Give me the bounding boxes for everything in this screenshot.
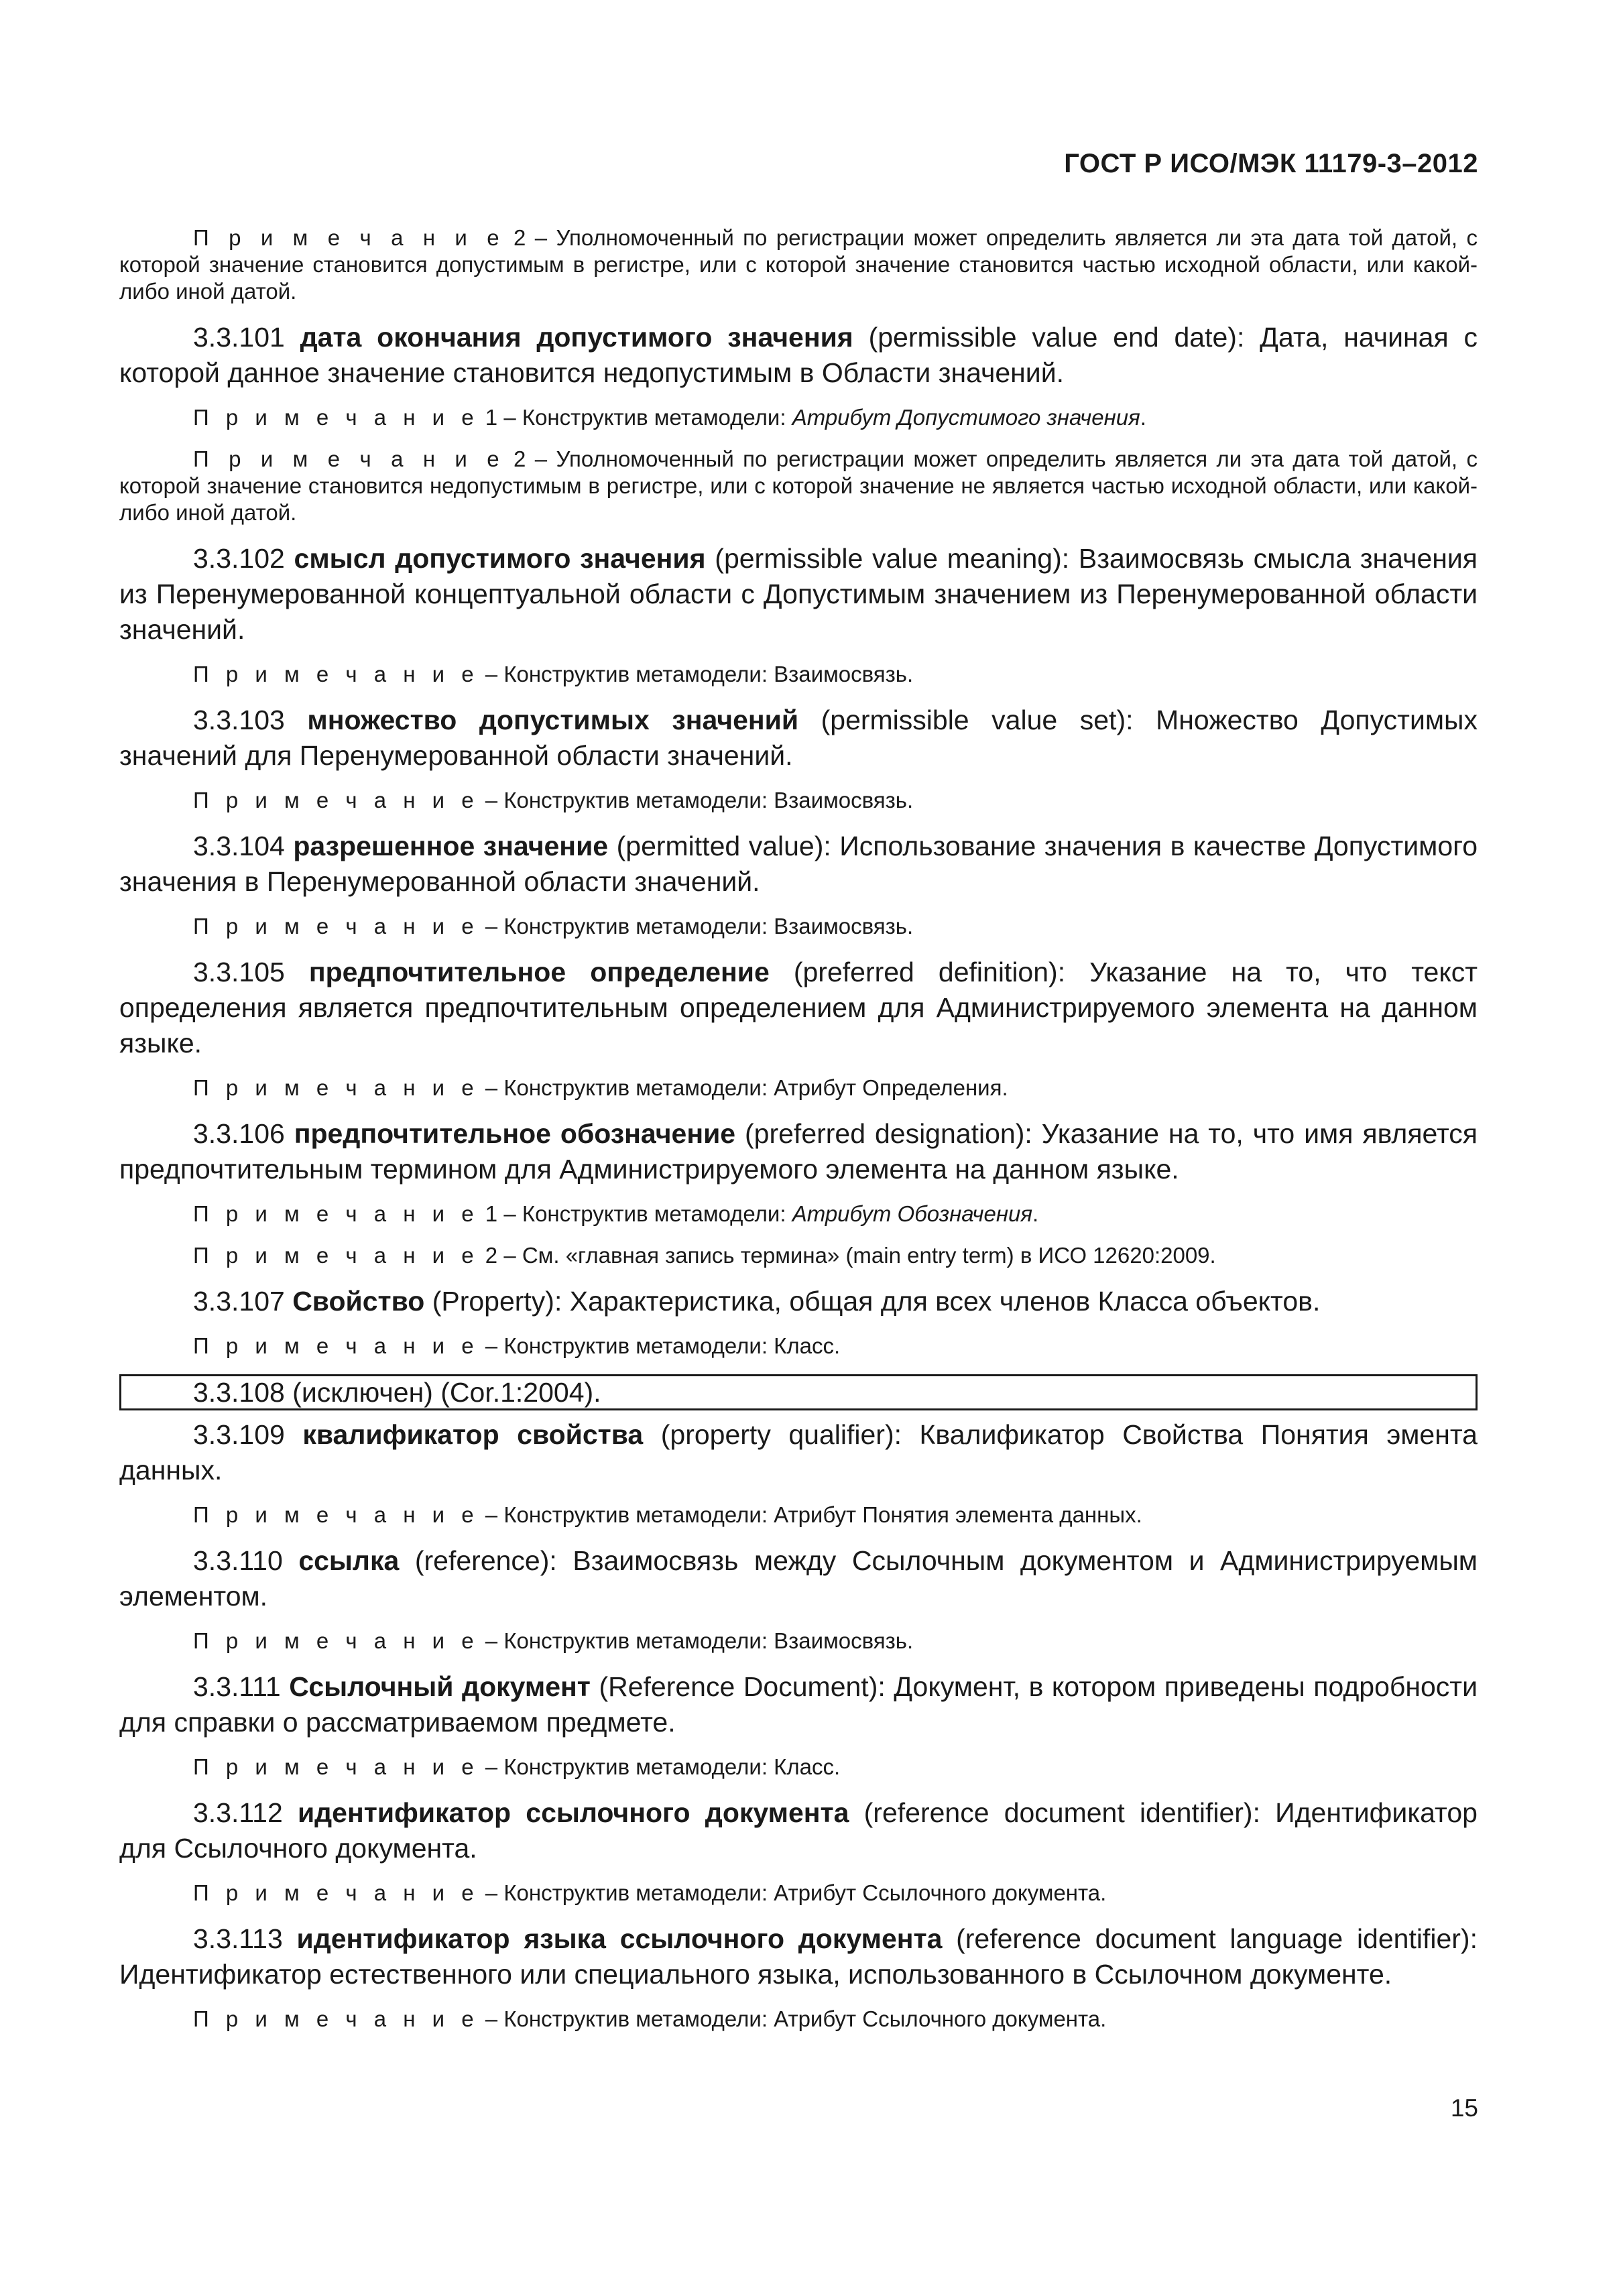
note-entry: [119, 1333, 1478, 1360]
note-label: П р и м е ч а н и е: [193, 1502, 479, 1527]
term-definition: (preferred definition): Указание на то, что текст определения является предпочтительным определением для Администрируемого элемента на данном языке.: [119, 957, 1478, 1059]
term-entry: [119, 955, 1478, 1061]
note-number: 2: [504, 225, 526, 250]
term-entry: [119, 541, 1478, 648]
term-number: 3.3.113: [193, 1923, 297, 1954]
term-number: 3.3.104: [193, 831, 294, 861]
note-label: П р и м е ч а н и е: [193, 1075, 479, 1100]
note-label: П р и м е ч а н и е: [193, 1628, 479, 1653]
term-entry: [119, 1417, 1478, 1488]
excluded-term-box: [119, 1374, 1478, 1410]
note-number: 2: [504, 446, 526, 471]
note-text: – Конструктив метамодели: Взаимосвязь.: [479, 788, 914, 812]
note-text: – Конструктив метамодели: Взаимосвязь.: [479, 914, 914, 939]
term-definition: (Reference Document): Документ, в котором приведены подробности для справки о рассматриваемом предмете.: [119, 1671, 1478, 1738]
term-definition: (reference document language identifier): Идентификатор естественного или специального языка, использованного в Ссылочном документе.: [119, 1923, 1478, 1990]
term-definition: (preferred designation): Указание на то, что имя является предпочтительным термином для Администрируемого элемента на данном языке.: [119, 1118, 1478, 1185]
note-entry: [119, 1754, 1478, 1780]
term-definition: (permissible value end date): Дата, начиная с которой данное значение становится недопустимым в Области значений.: [119, 322, 1478, 388]
note-entry: [119, 225, 1478, 305]
term-name: идентификатор языка ссылочного документа: [296, 1923, 943, 1954]
note-entry: [119, 446, 1478, 526]
note-text: – Конструктив метамодели: Класс.: [479, 1333, 841, 1358]
term-definition: (permissible value meaning): Взаимосвязь смысла значения из Перенумерованной концептуальной области с Допустимым значением из Перенумерованной области значений.: [119, 543, 1478, 645]
note-label: П р и м е ч а н и е: [193, 1201, 479, 1226]
note-text: – См. «главная запись термина» (main entry term) в ИСО 12620:2009.: [497, 1243, 1216, 1268]
term-entry: [119, 1669, 1478, 1740]
term-entry: [119, 1795, 1478, 1866]
note-text: – Конструктив метамодели: Атрибут Ссылочного документа.: [479, 2006, 1107, 2031]
note-text: – Конструктив метамодели: Атрибут Определения.: [479, 1075, 1008, 1100]
note-entry: [119, 787, 1478, 814]
term-definition: (property qualifier): Квалификатор Свойства Понятия эмента данных.: [119, 1419, 1478, 1486]
term-name: идентификатор ссылочного документа: [297, 1797, 849, 1828]
excluded-term-text: 3.3.108 (исключен) (Cor.1:2004).: [193, 1377, 601, 1408]
term-name: множество допустимых значений: [307, 705, 799, 735]
term-number: 3.3.110: [193, 1545, 299, 1576]
note-entry: [119, 1628, 1478, 1654]
document-body: [119, 225, 1478, 2047]
note-label: П р и м е ч а н и е: [193, 1333, 479, 1358]
term-number: 3.3.112: [193, 1797, 298, 1828]
note-italic-text: Атрибут Обозначения: [792, 1201, 1032, 1226]
note-label: П р и м е ч а н и е: [193, 1243, 479, 1268]
term-name: смысл допустимого значения: [294, 543, 706, 574]
term-number: 3.3.106: [193, 1118, 294, 1149]
note-number: 1: [479, 405, 498, 430]
term-entry: [119, 1284, 1478, 1319]
term-number: 3.3.109: [193, 1419, 303, 1450]
note-label: П р и м е ч а н и е: [193, 2006, 479, 2031]
note-entry: [119, 1242, 1478, 1269]
note-label: П р и м е ч а н и е: [193, 788, 479, 812]
term-number: 3.3.102: [193, 543, 294, 574]
note-label: П р и м е ч а н и е: [193, 446, 505, 471]
note-text: – Конструктив метамодели:: [497, 405, 792, 430]
term-entry: [119, 320, 1478, 391]
term-definition: (reference): Взаимосвязь между Ссылочным документом и Администрируемым элементом.: [119, 1545, 1478, 1612]
note-entry: [119, 1502, 1478, 1528]
document-header: ГОСТ Р ИСО/МЭК 11179-3–2012: [1064, 149, 1478, 178]
term-name: предпочтительное обозначение: [294, 1118, 736, 1149]
note-text: – Конструктив метамодели:: [497, 1201, 792, 1226]
term-entry: [119, 1116, 1478, 1187]
note-italic-text: Атрибут Допустимого значения: [792, 405, 1140, 430]
note-number: 2: [479, 1243, 498, 1268]
note-entry: [119, 1075, 1478, 1101]
note-entry: [119, 2006, 1478, 2033]
note-entry: [119, 1880, 1478, 1907]
term-definition: (Property): Характеристика, общая для всех членов Класса объектов.: [424, 1286, 1321, 1317]
note-label: П р и м е ч а н и е: [193, 225, 505, 250]
note-tail: .: [1140, 405, 1146, 430]
note-text: – Конструктив метамодели: Взаимосвязь.: [479, 662, 914, 686]
note-entry: [119, 404, 1478, 431]
note-text: – Уполномоченный по регистрации может определить является ли эта дата той датой, с которой значение становится допустимым в регистре, или с которой значение становится частью исходной области, или какой-либо иной датой.: [119, 225, 1478, 304]
term-name: Свойство: [292, 1286, 425, 1317]
note-text: – Уполномоченный по регистрации может определить является ли эта дата той датой, с которой значение становится недопустимым в регистре, или с которой значение не является частью исходной области, или какой-либо иной датой.: [119, 446, 1478, 525]
term-number: 3.3.107: [193, 1286, 293, 1317]
term-name: предпочтительное определение: [308, 957, 770, 987]
note-label: П р и м е ч а н и е: [193, 662, 479, 686]
term-definition: (permissible value set): Множество Допустимых значений для Перенумерованной области значений.: [119, 705, 1478, 771]
term-number: 3.3.103: [193, 705, 308, 735]
note-text: – Конструктив метамодели: Атрибут Понятия элемента данных.: [479, 1502, 1142, 1527]
term-number: 3.3.111: [193, 1671, 290, 1702]
term-name: разрешенное значение: [293, 831, 609, 861]
term-entry: [119, 1543, 1478, 1614]
term-definition: (reference document identifier): Идентификатор для Ссылочного документа.: [119, 1797, 1478, 1864]
page-number: 15: [1450, 2094, 1478, 2122]
note-text: – Конструктив метамодели: Класс.: [479, 1754, 841, 1779]
note-label: П р и м е ч а н и е: [193, 1880, 479, 1905]
term-number: 3.3.105: [193, 957, 309, 987]
note-label: П р и м е ч а н и е: [193, 1754, 479, 1779]
term-entry: [119, 829, 1478, 900]
note-entry: [119, 661, 1478, 688]
term-entry: [119, 1921, 1478, 1992]
note-text: – Конструктив метамодели: Взаимосвязь.: [479, 1628, 914, 1653]
note-text: – Конструктив метамодели: Атрибут Ссылочного документа.: [479, 1880, 1107, 1905]
note-number: 1: [479, 1201, 498, 1226]
term-name: ссылка: [298, 1545, 400, 1576]
note-label: П р и м е ч а н и е: [193, 914, 479, 939]
note-tail: .: [1032, 1201, 1039, 1226]
term-entry: [119, 703, 1478, 774]
note-entry: [119, 913, 1478, 940]
term-name: дата окончания допустимого значения: [300, 322, 853, 353]
note-entry: [119, 1201, 1478, 1227]
term-definition: (permitted value): Использование значения в качестве Допустимого значения в Перенумерованной области значений.: [119, 831, 1478, 897]
term-name: Ссылочный документ: [289, 1671, 591, 1702]
note-label: П р и м е ч а н и е: [193, 405, 479, 430]
term-name: квалификатор свойства: [302, 1419, 644, 1450]
term-number: 3.3.101: [193, 322, 300, 353]
